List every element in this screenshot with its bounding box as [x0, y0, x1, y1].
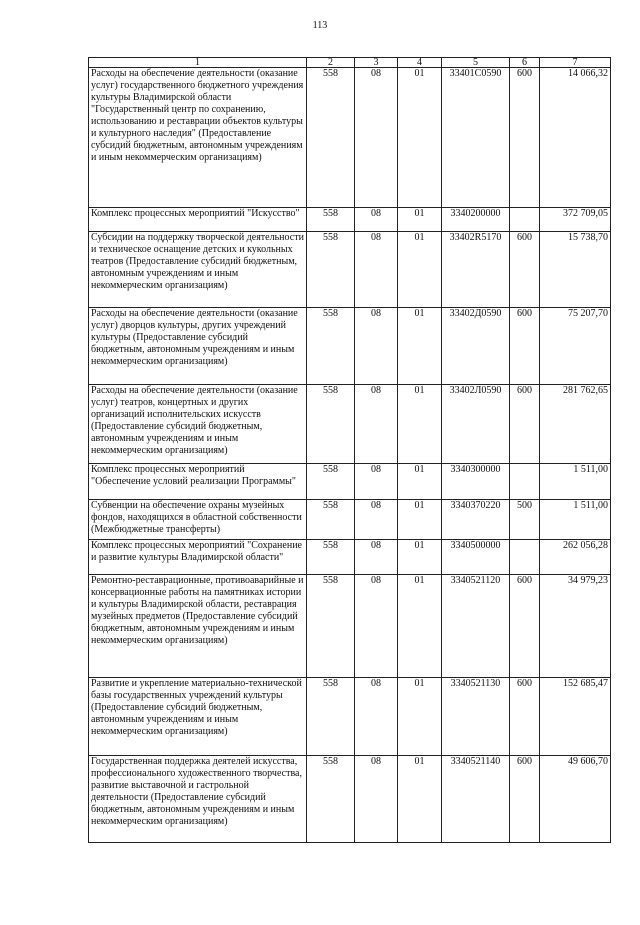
row-name: Комплекс процессных мероприятий "Обеспечение условий реализации Программы" — [89, 464, 307, 500]
table-row — [89, 575, 611, 678]
row-amount: 281 762,65 — [540, 385, 611, 464]
row-section: 08 — [355, 232, 398, 308]
row-name: Развитие и укрепление материально-технической базы государственных учреждений культуры (Предоставление субсидий бюджетным, автономным учреждениям и иным некоммерческим организациям) — [89, 678, 307, 756]
row-ministry-code: 558 — [307, 385, 355, 464]
row-subsection: 01 — [398, 678, 442, 756]
row-name: Расходы на обеспечение деятельности (оказание услуг) театров, концертных и других организаций исполнительских искусств (Предоставление субсидий бюджетным, автономным учреждениям и иным некоммерческим организациям) — [89, 385, 307, 464]
table-row — [89, 464, 611, 500]
row-section: 08 — [355, 756, 398, 843]
row-subsection: 01 — [398, 756, 442, 843]
header-cell: 7 — [540, 58, 611, 68]
row-subsection: 01 — [398, 575, 442, 678]
row-target-article: 3340300000 — [442, 464, 510, 500]
row-ministry-code: 558 — [307, 232, 355, 308]
table-row — [89, 540, 611, 575]
row-ministry-code: 558 — [307, 678, 355, 756]
row-expense-type: 600 — [510, 575, 540, 678]
table-row — [89, 385, 611, 464]
row-ministry-code: 558 — [307, 68, 355, 208]
row-subsection: 01 — [398, 208, 442, 232]
row-subsection: 01 — [398, 68, 442, 208]
header-cell: 5 — [442, 58, 510, 68]
row-expense-type: 600 — [510, 308, 540, 385]
table-row — [89, 208, 611, 232]
row-section: 08 — [355, 308, 398, 385]
row-amount: 49 606,70 — [540, 756, 611, 843]
row-amount: 34 979,23 — [540, 575, 611, 678]
row-subsection: 01 — [398, 232, 442, 308]
row-amount: 152 685,47 — [540, 678, 611, 756]
row-ministry-code: 558 — [307, 208, 355, 232]
row-amount: 75 207,70 — [540, 308, 611, 385]
row-ministry-code: 558 — [307, 540, 355, 575]
row-expense-type: 600 — [510, 756, 540, 843]
header-cell: 2 — [307, 58, 355, 68]
table-row — [89, 500, 611, 540]
header-cell: 4 — [398, 58, 442, 68]
header-cell: 3 — [355, 58, 398, 68]
row-section: 08 — [355, 385, 398, 464]
row-section: 08 — [355, 68, 398, 208]
row-target-article: 3340500000 — [442, 540, 510, 575]
row-target-article: 3340521140 — [442, 756, 510, 843]
row-ministry-code: 558 — [307, 308, 355, 385]
row-section: 08 — [355, 500, 398, 540]
table-row — [89, 308, 611, 385]
row-ministry-code: 558 — [307, 500, 355, 540]
row-name: Государственная поддержка деятелей искусства, профессионального художественного творчества, развитие выставочной и гастрольной деятельности (Предоставление субсидий бюджетным, автономным учреждениям и иным некоммерческим организациям) — [89, 756, 307, 843]
row-name: Расходы на обеспечение деятельности (оказание услуг) государственного бюджетного учреждения культуры Владимирской области "Государственный центр по сохранению, использованию и реставрации объектов культуры и культурного наследия" (Предоставление субсидий бюджетным, автономным учреждениям и иным некоммерческим организациям) — [89, 68, 307, 208]
row-subsection: 01 — [398, 500, 442, 540]
row-expense-type: 600 — [510, 678, 540, 756]
row-expense-type — [510, 464, 540, 500]
row-target-article: 3340521130 — [442, 678, 510, 756]
row-target-article: 33402Д0590 — [442, 308, 510, 385]
row-expense-type: 600 — [510, 385, 540, 464]
row-target-article: 3340370220 — [442, 500, 510, 540]
row-name: Расходы на обеспечение деятельности (оказание услуг) дворцов культуры, других учреждений культуры (Предоставление субсидий бюджетным, автономным учреждениям и иным некоммерческим организациям) — [89, 308, 307, 385]
row-target-article: 3340521120 — [442, 575, 510, 678]
table-row — [89, 232, 611, 308]
row-target-article: 33402R5170 — [442, 232, 510, 308]
row-ministry-code: 558 — [307, 464, 355, 500]
row-amount: 1 511,00 — [540, 500, 611, 540]
row-subsection: 01 — [398, 308, 442, 385]
row-section: 08 — [355, 540, 398, 575]
page-number: 113 — [312, 20, 328, 31]
row-amount: 372 709,05 — [540, 208, 611, 232]
row-ministry-code: 558 — [307, 756, 355, 843]
table-row — [89, 68, 611, 208]
row-section: 08 — [355, 208, 398, 232]
row-name: Субвенции на обеспечение охраны музейных фондов, находящихся в областной собственности (Межбюджетные трансферты) — [89, 500, 307, 540]
row-name: Субсидии на поддержку творческой деятельности и техническое оснащение детских и кукольных театров (Предоставление субсидий бюджетным, автономным учреждениям и иным некоммерческим организациям) — [89, 232, 307, 308]
row-subsection: 01 — [398, 385, 442, 464]
row-name: Комплекс процессных мероприятий "Искусство" — [89, 208, 307, 232]
table-row — [89, 678, 611, 756]
row-section: 08 — [355, 678, 398, 756]
row-name: Комплекс процессных мероприятий "Сохранение и развитие культуры Владимирской области" — [89, 540, 307, 575]
row-name: Ремонтно-реставрационные, противоаварийные и консервационные работы на памятниках истории и культуры Владимирской области, реставрация музейных предметов (Предоставление субсидий бюджетным, автономным учреждениям и иным некоммерческим организациям) — [89, 575, 307, 678]
row-amount: 262 056,28 — [540, 540, 611, 575]
row-subsection: 01 — [398, 464, 442, 500]
row-amount: 1 511,00 — [540, 464, 611, 500]
row-target-article: 33401С0590 — [442, 68, 510, 208]
row-section: 08 — [355, 464, 398, 500]
table-row — [89, 756, 611, 843]
row-amount: 15 738,70 — [540, 232, 611, 308]
budget-table — [88, 57, 611, 843]
row-expense-type — [510, 540, 540, 575]
row-target-article: 33402Л0590 — [442, 385, 510, 464]
row-expense-type: 600 — [510, 68, 540, 208]
header-cell: 1 — [89, 58, 307, 68]
row-ministry-code: 558 — [307, 575, 355, 678]
row-expense-type — [510, 208, 540, 232]
row-target-article: 3340200000 — [442, 208, 510, 232]
row-subsection: 01 — [398, 540, 442, 575]
row-expense-type: 500 — [510, 500, 540, 540]
table-header-row — [89, 58, 611, 68]
row-expense-type: 600 — [510, 232, 540, 308]
row-section: 08 — [355, 575, 398, 678]
row-amount: 14 066,32 — [540, 68, 611, 208]
header-cell: 6 — [510, 58, 540, 68]
